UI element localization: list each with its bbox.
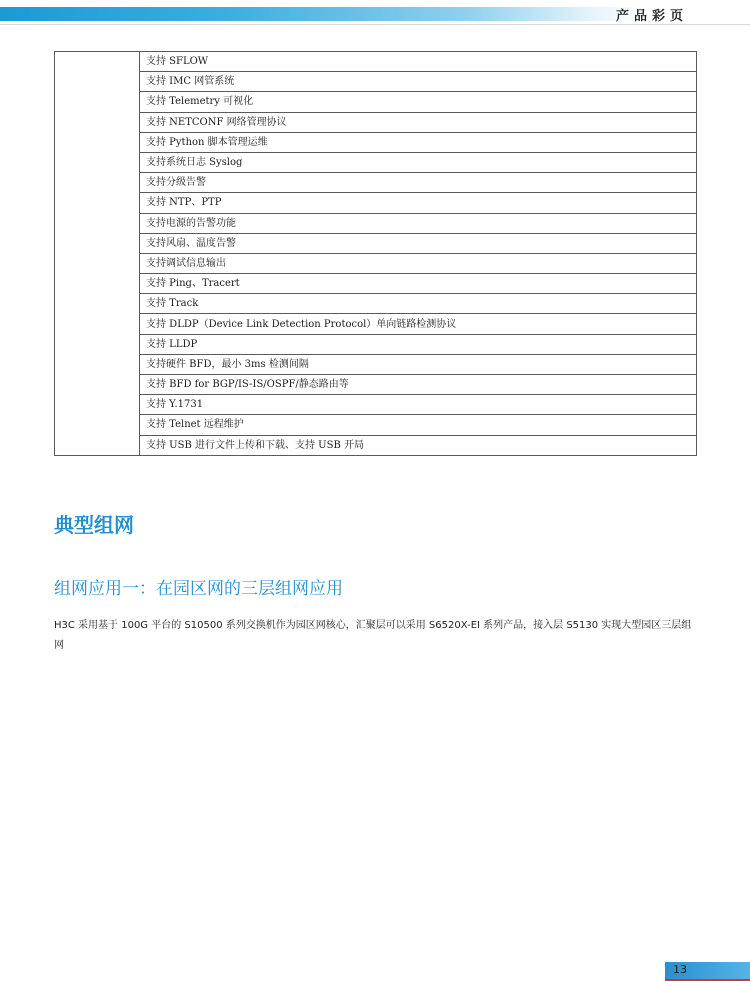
table-category-cell xyxy=(55,52,140,456)
table-row xyxy=(55,72,697,92)
table-cell: 支持 Telemetry 可视化 xyxy=(140,92,697,112)
table-row xyxy=(55,152,697,172)
table-row xyxy=(55,354,697,374)
table-row xyxy=(55,173,697,193)
table-cell: 支持 Ping、Tracert xyxy=(140,274,697,294)
table-cell: 支持电源的告警功能 xyxy=(140,213,697,233)
table-row xyxy=(55,395,697,415)
table-cell: 支持系统日志 Syslog xyxy=(140,152,697,172)
section-paragraph: H3C 采用基于 100G 平台的 S10500 系列交换机作为园区网核心，汇聚层可以采用 S6520X-EI 系列产品，接入层 S5130 实现大型园区三层组网 xyxy=(54,620,692,651)
page-header-title: 产品彩页 xyxy=(615,9,688,24)
table-cell: 支持调试信息输出 xyxy=(140,253,697,273)
page-number-box xyxy=(665,962,750,979)
table-row xyxy=(55,233,697,253)
table-cell: 支持 SFLOW xyxy=(140,52,697,72)
table-cell: 支持分级告警 xyxy=(140,173,697,193)
table-row xyxy=(55,193,697,213)
table-row xyxy=(55,274,697,294)
section-title: 典型组网 xyxy=(54,513,134,537)
spec-table-body xyxy=(55,52,697,456)
table-row xyxy=(55,334,697,354)
table-row xyxy=(55,213,697,233)
table-cell: 支持 USB 进行文件上传和下载、支持 USB 开局 xyxy=(140,435,697,455)
table-row xyxy=(55,375,697,395)
table-cell: 支持 Telnet 远程维护 xyxy=(140,415,697,435)
table-row xyxy=(55,52,697,72)
header-divider xyxy=(0,24,750,25)
page-number: 13 xyxy=(673,963,687,976)
table-cell: 支持 Python 脚本管理运维 xyxy=(140,132,697,152)
table-row xyxy=(55,132,697,152)
table-row xyxy=(55,314,697,334)
table-cell: 支持 Y.1731 xyxy=(140,395,697,415)
table-cell: 支持硬件 BFD，最小 3ms 检测间隔 xyxy=(140,354,697,374)
table-row xyxy=(55,92,697,112)
table-row xyxy=(55,435,697,455)
table-cell: 支持 NETCONF 网络管理协议 xyxy=(140,112,697,132)
table-cell: 支持风扇、温度告警 xyxy=(140,233,697,253)
table-cell: 支持 Track xyxy=(140,294,697,314)
table-cell: 支持 BFD for BGP/IS-IS/OSPF/静态路由等 xyxy=(140,375,697,395)
table-row xyxy=(55,253,697,273)
table-cell: 支持 NTP、PTP xyxy=(140,193,697,213)
table-row xyxy=(55,294,697,314)
table-row xyxy=(55,112,697,132)
table-cell: 支持 LLDP xyxy=(140,334,697,354)
spec-table xyxy=(54,51,697,456)
table-cell: 支持 IMC 网管系统 xyxy=(140,72,697,92)
table-cell: 支持 DLDP（Device Link Detection Protocol）单向链路检测协议 xyxy=(140,314,697,334)
table-row xyxy=(55,415,697,435)
section-subtitle: 组网应用一：在园区网的三层组网应用 xyxy=(54,579,343,599)
